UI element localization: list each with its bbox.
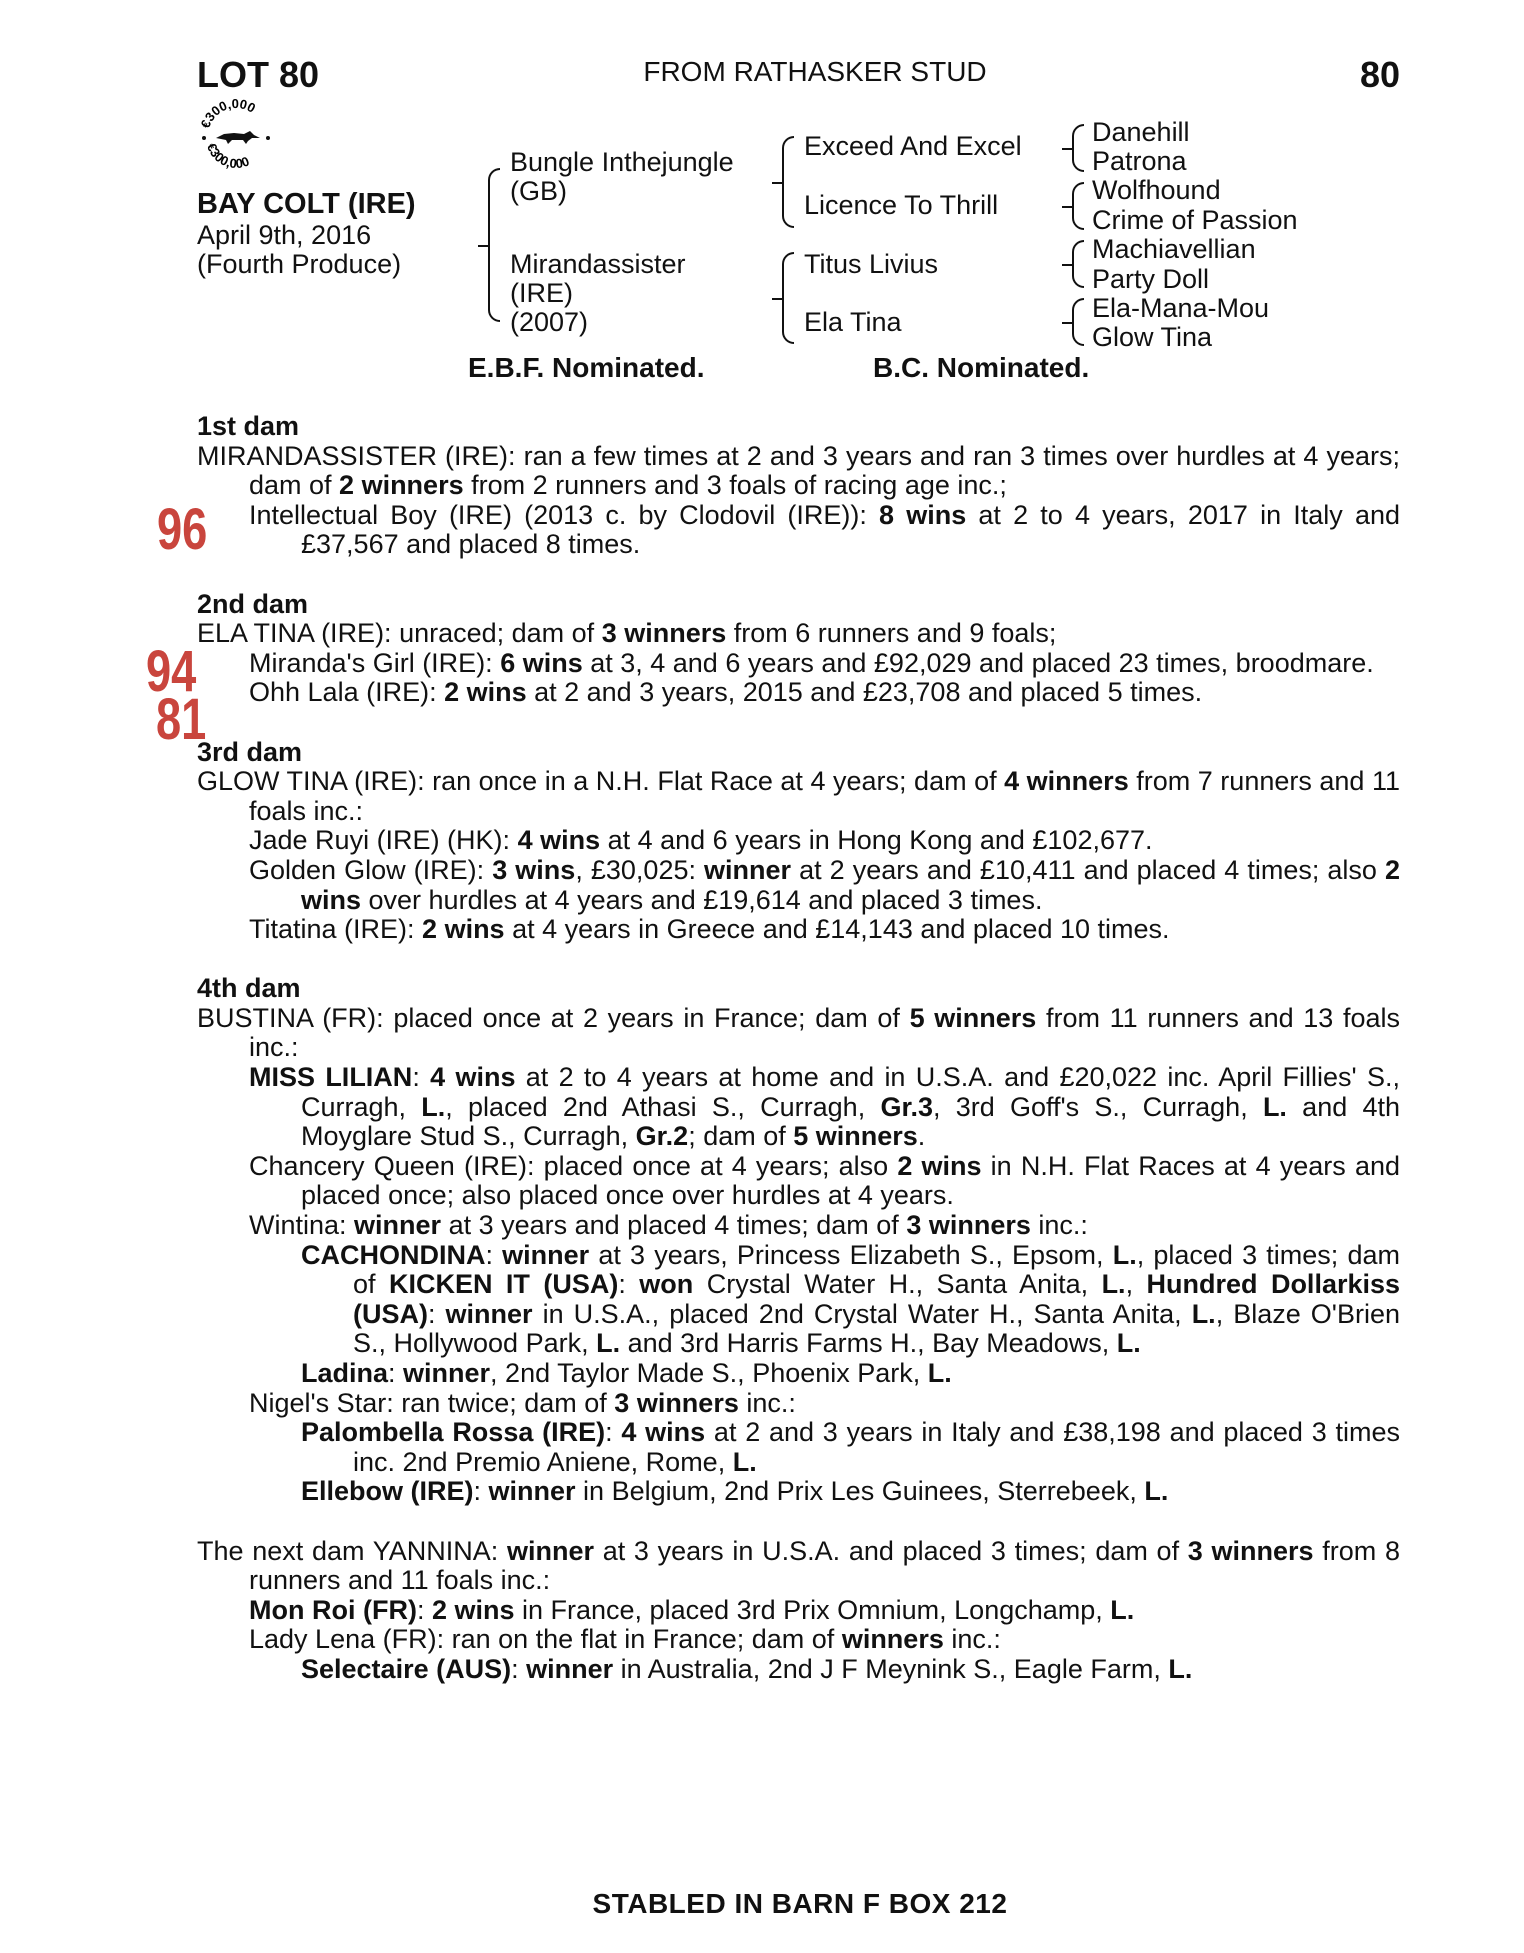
section-heading: 2nd dam: [197, 588, 309, 619]
bold-text: Mon Roi (FR): [249, 1594, 417, 1625]
text: over hurdles at 4 years and £19,614 and placed 3 times.: [361, 884, 1043, 915]
lot-number: 80: [1359, 54, 1400, 95]
text: Intellectual Boy (IRE) (2013 c. by Clodovil (IRE)):: [249, 499, 880, 530]
pedigree-entry: [197, 1241, 1400, 1359]
text: :: [388, 1358, 404, 1388]
text: ; dam of: [688, 1121, 794, 1152]
sire-country: (GB): [510, 176, 567, 206]
text: Chancery Queen (IRE): placed once at 4 years; also: [249, 1150, 898, 1181]
text: :: [428, 1298, 446, 1329]
text: at 2 and 3 years, 2015 and £23,708 and placed 5 times.: [526, 677, 1203, 708]
bold-text: Selectaire (AUS): [301, 1653, 512, 1684]
bold-text: Hundred Dollarkiss (USA): [353, 1269, 1401, 1329]
text: , Blaze O'Brien S., Hollywood Park,: [353, 1298, 1400, 1359]
text: from 11 runners and 13 foals inc.:: [249, 1002, 1400, 1063]
pedigree-entry: [197, 1063, 1400, 1152]
bold-text: L.: [1110, 1594, 1135, 1625]
pedigree-entry: [197, 678, 1400, 708]
text: at 4 years in Greece and £14,143 and placed 10 times.: [504, 914, 1170, 945]
bold-text: 3 wins: [492, 854, 576, 885]
brace: [1072, 240, 1084, 288]
ancestor: Machiavellian: [1092, 234, 1256, 264]
text: :: [473, 1476, 489, 1507]
horse-title: BAY COLT (IRE): [197, 188, 416, 220]
text: inc.:: [1030, 1210, 1088, 1241]
text: , 2nd Taylor Made S., Phoenix Park,: [490, 1358, 928, 1388]
ancestor: Crime of Passion: [1092, 205, 1298, 235]
ancestor: Wolfhound: [1092, 175, 1221, 205]
text: in U.S.A., placed 2nd Crystal Water H., Santa Anita,: [532, 1298, 1192, 1329]
text: Miranda's Girl (IRE):: [249, 647, 501, 678]
text: Crystal Water H., Santa Anita,: [693, 1269, 1102, 1300]
brace: [1072, 298, 1084, 346]
text: :: [618, 1269, 640, 1300]
bc-nomination: B.C. Nominated.: [873, 352, 1090, 383]
ancestor: Ela-Mana-Mou: [1092, 293, 1270, 323]
bold-text: winner: [526, 1653, 614, 1684]
brace: [488, 168, 500, 322]
text: Titatina (IRE):: [249, 914, 423, 945]
bold-text: L.: [1101, 1269, 1126, 1300]
produce-number: (Fourth Produce): [197, 249, 402, 279]
text: from 7 runners and 11 foals inc.:: [249, 766, 1400, 826]
bold-text: winner: [445, 1298, 533, 1329]
bold-text: 4 wins: [517, 825, 601, 856]
text: at 4 and 6 years in Hong Kong and £102,677.: [600, 825, 1153, 856]
section-gap: [197, 945, 1400, 975]
pedigree-entry: [197, 1359, 1400, 1389]
sire-sire: Exceed And Excel: [804, 131, 1022, 161]
pedigree-entry: [197, 856, 1400, 915]
text: , £30,025:: [575, 854, 705, 885]
produce-record: [197, 412, 1400, 1685]
pedigree-entry: [197, 915, 1400, 945]
text: :: [416, 1594, 432, 1625]
ebf-nomination: E.B.F. Nominated.: [468, 352, 705, 383]
bold-text: L.: [421, 1091, 446, 1122]
text: :: [511, 1653, 527, 1684]
ancestor: Danehill: [1092, 117, 1190, 147]
bold-text: 5 winners: [909, 1002, 1037, 1033]
dam: Mirandassister: [510, 249, 686, 279]
bold-text: L.: [732, 1446, 757, 1477]
bold-text: 6 wins: [500, 647, 583, 678]
bold-text: 4 winners: [1004, 766, 1129, 797]
text: and 4th Moyglare Stud S., Curragh,: [301, 1091, 1400, 1152]
rating-badge: 81: [156, 687, 207, 752]
pedigree-entry: [197, 442, 1400, 501]
pedigree-entry: [197, 1389, 1400, 1419]
text: from 6 runners and 9 foals;: [726, 618, 1057, 649]
text: and 3rd Harris Farms H., Bay Meadows,: [620, 1328, 1117, 1359]
text: at 3 years, Princess Elizabeth S., Epsom,: [589, 1239, 1113, 1270]
section-heading: 3rd dam: [197, 736, 303, 767]
text: .: [917, 1121, 926, 1152]
bold-text: 2 wins: [444, 677, 527, 708]
section-heading: 1st dam: [197, 411, 300, 441]
text: MIRANDASSISTER (IRE): ran a few times at 2 and 3 years and ran 3 times over hurdles at 4 years; dam of: [197, 440, 1400, 501]
bold-text: winner: [403, 1358, 491, 1388]
text: :: [605, 1417, 622, 1448]
bold-text: L.: [1191, 1298, 1216, 1329]
section-heading: 4th dam: [197, 973, 301, 1004]
dam-year: (2007): [510, 307, 589, 337]
bold-text: 3 winners: [1187, 1535, 1314, 1566]
ancestor: Patrona: [1092, 146, 1187, 176]
bold-text: L.: [1116, 1328, 1141, 1359]
consignor: FROM RATHASKER STUD: [643, 56, 987, 87]
text: at 2 years and £10,411 and placed 4 times; also: [791, 854, 1385, 885]
bold-text: Ellebow (IRE): [301, 1476, 474, 1507]
ancestor: Party Doll: [1092, 264, 1210, 294]
pedigree-entry: [197, 1211, 1400, 1241]
svg-text:€300,000: €300,000: [198, 98, 259, 131]
pedigree-entry: [197, 1418, 1400, 1477]
bold-text: won: [639, 1269, 694, 1300]
text: inc.:: [943, 1624, 1001, 1655]
text: at 2 to 4 years at home and in U.S.A. and £20,022 inc. April Fillies' S., Curragh,: [301, 1062, 1400, 1122]
text: from 8 runners and 11 foals inc.:: [249, 1535, 1401, 1596]
text: at 3, 4 and 6 years and £92,029 and placed 23 times, broodmare.: [582, 647, 1374, 678]
bold-text: winner: [502, 1239, 590, 1270]
svg-text:€300,000: €300,000: [203, 141, 252, 172]
foaling-date: April 9th, 2016: [197, 220, 372, 250]
bold-text: winner: [704, 854, 792, 885]
text: GLOW TINA (IRE): ran once in a N.H. Flat Race at 4 years; dam of: [197, 766, 1005, 797]
text: at 3 years and placed 4 times; dam of: [441, 1210, 907, 1241]
brace: [1072, 124, 1084, 172]
bold-text: 2 wins: [897, 1150, 982, 1181]
text: Nigel's Star: ran twice; dam of: [249, 1387, 615, 1418]
rating-badge: 96: [157, 497, 208, 562]
brace: [782, 252, 794, 344]
bold-text: Gr.3: [880, 1091, 933, 1122]
section-gap: [197, 1507, 1400, 1537]
bold-text: KICKEN IT (USA): [388, 1269, 619, 1300]
bold-text: CACHONDINA: [301, 1239, 486, 1270]
text: , placed 3 times; dam of: [353, 1239, 1400, 1300]
sire-dam: Licence To Thrill: [804, 190, 999, 220]
pedigree-entry: [197, 1477, 1400, 1507]
bold-text: 4 wins: [430, 1062, 516, 1093]
dam-country: (IRE): [510, 278, 573, 308]
pedigree-entry: [197, 619, 1400, 649]
bold-text: 3 winners: [906, 1210, 1031, 1241]
sire: Bungle Inthejungle: [510, 147, 734, 177]
price-logo: [198, 98, 274, 174]
text: at 3 years in U.S.A. and placed 3 times; dam of: [593, 1535, 1188, 1566]
stabling-info: STABLED IN BARN F BOX 212: [592, 1888, 1008, 1919]
pedigree-entry: [197, 501, 1400, 560]
bold-text: Palombella Rossa (IRE): [301, 1417, 606, 1448]
bold-text: winner: [488, 1476, 576, 1507]
pedigree-entry: [197, 1152, 1400, 1211]
text: Lady Lena (FR): ran on the flat in France; dam of: [249, 1624, 842, 1655]
bold-text: winners: [841, 1624, 944, 1655]
pedigree-entry: [197, 649, 1400, 679]
bold-text: L.: [927, 1358, 952, 1388]
bold-text: Ladina: [301, 1358, 389, 1388]
bold-text: 3 winners: [614, 1387, 739, 1418]
bold-text: L.: [1112, 1239, 1137, 1270]
ancestor: Glow Tina: [1092, 322, 1213, 352]
bold-text: L.: [1144, 1476, 1169, 1507]
dam-sire: Titus Livius: [804, 249, 939, 279]
text: , 3rd Goff's S., Curragh,: [932, 1091, 1263, 1122]
bold-text: L.: [1168, 1653, 1193, 1684]
text: ELA TINA (IRE): unraced; dam of: [197, 618, 602, 649]
bold-text: 2 winners: [339, 470, 464, 501]
bold-text: Gr.2: [635, 1121, 689, 1152]
bold-text: winner: [506, 1535, 594, 1566]
text: The next dam YANNINA:: [197, 1535, 507, 1566]
section-gap: [197, 560, 1400, 590]
bold-text: 5 winners: [793, 1121, 918, 1152]
text: :: [412, 1062, 431, 1093]
text: at 2 and 3 years in Italy and £38,198 and placed 3 times inc. 2nd Premio Aniene, Rome,: [353, 1417, 1400, 1477]
brace: [1072, 182, 1084, 230]
fox-icon: [198, 98, 274, 174]
text: at 2 to 4 years, 2017 in Italy and £37,567 and placed 8 times.: [301, 499, 1400, 560]
text: in France, placed 3rd Prix Omnium, Longchamp,: [514, 1594, 1111, 1625]
pedigree-entry: [197, 826, 1400, 856]
pedigree-entry: [197, 1625, 1400, 1655]
text: BUSTINA (FR): placed once at 2 years in France; dam of: [197, 1002, 910, 1033]
bold-text: 8 wins: [879, 499, 967, 530]
text: in N.H. Flat Races at 4 years and placed once; also placed once over hurdles at 4 years.: [301, 1150, 1401, 1211]
bold-text: L.: [596, 1328, 621, 1359]
pedigree-entry: [197, 1596, 1400, 1626]
brace: [782, 136, 794, 228]
bold-text: 4 wins: [621, 1417, 706, 1448]
bold-text: 3 winners: [601, 618, 727, 649]
bold-text: winner: [354, 1210, 442, 1241]
text: Jade Ruyi (IRE) (HK):: [249, 825, 518, 856]
text: inc.:: [738, 1387, 796, 1418]
lot-label: LOT 80: [197, 54, 320, 95]
pedigree-entry: [197, 1655, 1400, 1685]
text: from 2 runners and 3 foals of racing age inc.;: [463, 470, 1007, 501]
text: ,: [1125, 1269, 1147, 1300]
bold-text: 2 wins: [431, 1594, 515, 1625]
text: Wintina:: [249, 1210, 355, 1241]
text: in Belgium, 2nd Prix Les Guinees, Sterrebeek,: [575, 1476, 1145, 1507]
rating-badge: 94: [146, 639, 197, 704]
text: Ohh Lala (IRE):: [249, 677, 445, 708]
bold-text: 2 wins: [301, 854, 1401, 915]
bold-text: MISS LILIAN: [249, 1062, 413, 1093]
text: :: [485, 1239, 503, 1270]
bold-text: 2 wins: [422, 914, 505, 945]
pedigree-entry: [197, 1537, 1400, 1596]
text: Golden Glow (IRE):: [249, 854, 493, 885]
dam-dam: Ela Tina: [804, 307, 902, 337]
pedigree-entry: [197, 1004, 1400, 1063]
section-gap: [197, 708, 1400, 738]
bold-text: L.: [1262, 1091, 1287, 1122]
text: , placed 2nd Athasi S., Curragh,: [445, 1091, 881, 1122]
pedigree-entry: [197, 767, 1400, 826]
text: in Australia, 2nd J F Meynink S., Eagle Farm,: [613, 1653, 1169, 1684]
